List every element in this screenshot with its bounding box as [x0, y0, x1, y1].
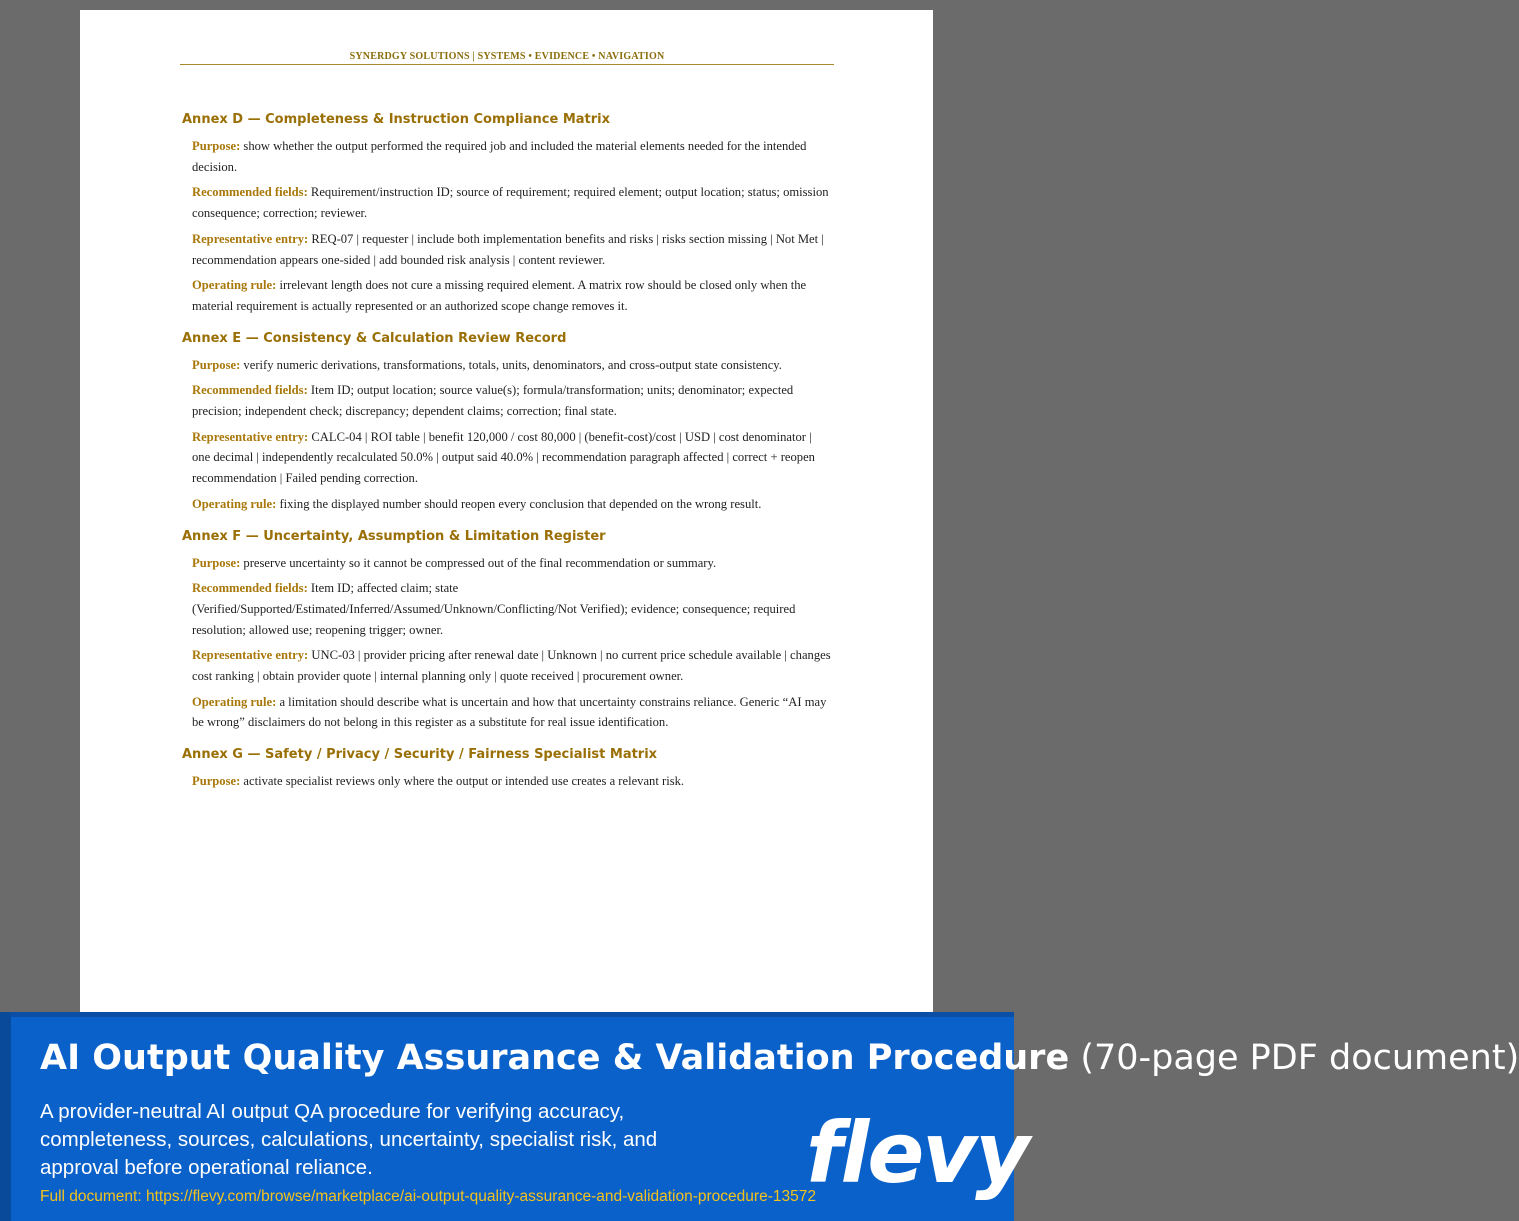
annex-entry-purpose — [192, 136, 832, 177]
banner-top-stripe — [0, 1012, 1014, 1017]
flevy-logo[interactable]: flevy — [806, 1104, 1028, 1202]
header-rule — [180, 64, 834, 65]
entry-label: Purpose: — [192, 139, 241, 153]
annex-entry-representative — [192, 229, 832, 270]
annex-g — [182, 747, 832, 792]
entry-label: Operating rule: — [192, 278, 277, 293]
annex-entry-purpose — [192, 355, 832, 376]
page-content — [182, 112, 832, 797]
entry-label: Representative entry: — [192, 429, 309, 444]
entry-label: Recommended fields: — [192, 185, 308, 200]
entry-text: UNC-03 | provider pricing after renewal date | Unknown | no current price schedule available | changes cost ranking | obtain provider quote | internal planning only | quote received | procurement owner. — [192, 648, 831, 684]
entry-label: Purpose: — [192, 357, 241, 372]
annex-title: Annex F — Uncertainty, Assumption & Limitation Register — [182, 528, 606, 544]
annex-entry-rule — [192, 692, 832, 733]
banner-description: A provider-neutral AI output QA procedure for verifying accuracy, completeness, sources, calculations, uncertainty, specialist risk, and approval before operational reliance. — [40, 1100, 658, 1179]
annex-entry-fields — [192, 380, 832, 421]
entry-text: a limitation should describe what is uncertain and how that uncertainty constrains reliance. Generic “AI may be wrong” disclaimers do not belong in this register as a substitute for real issue identification. — [192, 694, 827, 730]
banner-title-main: AI Output Quality Assurance & Validation Procedure — [40, 1038, 1070, 1078]
annex-d — [182, 112, 832, 317]
annex-e — [182, 331, 832, 515]
entry-text: irrelevant length does not cure a missing required element. A matrix row should be closed only when the material requirement is actually represented or an authorized scope change removes it. — [192, 278, 807, 313]
entry-label: Purpose: — [192, 774, 241, 789]
entry-label: Operating rule: — [192, 694, 277, 709]
document-page — [80, 10, 933, 1013]
entry-label: Representative entry: — [192, 648, 309, 663]
running-head: SYNERDGY SOLUTIONS | SYSTEMS • EVIDENCE • NAVIGATION — [349, 51, 665, 62]
annex-entry-representative — [192, 645, 832, 686]
entry-text: REQ-07 | requester | include both implementation benefits and risks | risks section missing | Not Met | recommendation appears one-sided | add bounded risk analysis | content reviewer. — [192, 231, 824, 267]
entry-label: Operating rule: — [192, 496, 277, 511]
banner-title — [40, 1038, 1519, 1078]
promo-banner — [0, 1012, 1519, 1221]
entry-label: Recommended fields: — [192, 581, 308, 596]
entry-text: Requirement/instruction ID; source of requirement; required element; output location; status; omission consequence; correction; reviewer. — [192, 185, 829, 221]
entry-label: Recommended fields: — [192, 383, 308, 398]
entry-text: Item ID; output location; source value(s); formula/transformation; units; denominator; expected precision; independent check; discrepancy; dependent claims; correction; final state. — [192, 383, 794, 419]
annex-entry-representative — [192, 427, 832, 489]
entry-label: Purpose: — [192, 555, 241, 570]
entry-text: Item ID; affected claim; state (Verified/Supported/Estimated/Inferred/Assumed/Unknown/Conflicting/Not Verified); evidence; consequence; required resolution; allowed use; reopening trigger; owner. — [192, 581, 796, 637]
banner-title-suffix: (70-page PDF document) — [1069, 1038, 1519, 1078]
entry-text: CALC-04 | ROI table | benefit 120,000 / cost 80,000 | (benefit-cost)/cost | USD | cost denominator | one decimal | independently recalculated 50.0% | output said 40.0% | recommendation paragraph affected | correct + reopen recommendation | Failed pending correction. — [192, 429, 815, 486]
entry-text: show whether the output performed the required job and included the material elements needed for the intended decision. — [192, 139, 807, 174]
annex-title: Annex G — Safety / Privacy / Security / Fairness Specialist Matrix — [182, 747, 658, 763]
entry-text: preserve uncertainty so it cannot be compressed out of the final recommendation or summary. — [240, 555, 717, 570]
annex-entry-fields — [192, 182, 832, 223]
annex-title: Annex E — Consistency & Calculation Review Record — [182, 330, 567, 346]
entry-text: activate specialist reviews only where the output or intended use creates a relevant risk. — [240, 774, 685, 789]
entry-label: Representative entry: — [192, 231, 309, 246]
entry-text: fixing the displayed number should reopen every conclusion that depended on the wrong result. — [276, 496, 762, 511]
annex-entry-purpose — [192, 553, 832, 574]
annex-entry-rule — [192, 275, 832, 316]
banner-edge-stripe — [0, 1012, 11, 1221]
annex-entry-rule — [192, 494, 832, 515]
annex-entry-purpose — [192, 771, 832, 792]
annex-f — [182, 529, 832, 734]
entry-text: verify numeric derivations, transformations, totals, units, denominators, and cross-output state consistency. — [240, 357, 782, 372]
annex-entry-fields — [192, 578, 832, 640]
document-link[interactable]: Full document: https://flevy.com/browse/marketplace/ai-output-quality-assurance-and-validation-procedure-13572 — [40, 1188, 816, 1205]
annex-title: Annex D — Completeness & Instruction Compliance Matrix — [182, 112, 610, 127]
